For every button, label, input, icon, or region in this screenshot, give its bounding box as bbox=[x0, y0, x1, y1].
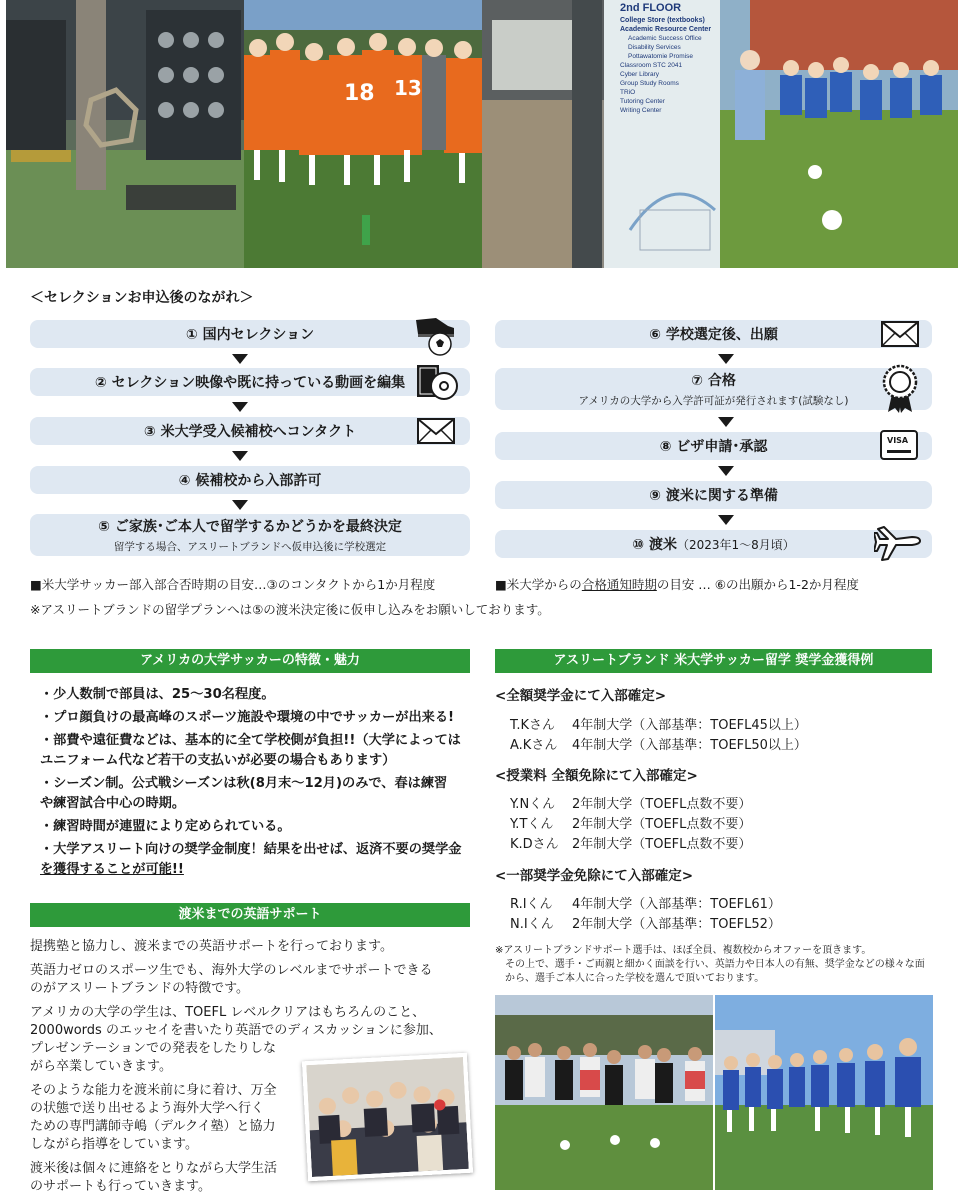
photo-mens-practice bbox=[495, 995, 713, 1190]
visa-card-label: VISA bbox=[887, 436, 909, 445]
sign-line: Writing Center bbox=[620, 107, 662, 114]
flow-arrow bbox=[232, 402, 248, 412]
flow-step-10 bbox=[495, 530, 932, 558]
scholarship-row bbox=[510, 913, 781, 932]
flow-arrow bbox=[232, 500, 248, 510]
flow-step-sublabel: 留学する場合、アスリートブランドへ仮申込後に学校選定 bbox=[113, 541, 387, 553]
flow-title: ＜セレクションお申込後のながれ＞ bbox=[30, 290, 254, 306]
student-name: K.Dさん bbox=[510, 837, 559, 852]
flow-step-label: ⑤ ご家族･ご本人で留学するかどうかを最終決定 bbox=[98, 519, 402, 535]
student-desc: 2年制大学（TOEFL点数不要） bbox=[572, 797, 752, 812]
student-desc: 2年制大学（入部基準：TOEFL52） bbox=[572, 917, 781, 932]
feature-item: ・練習時間が連盟により定められている。 bbox=[40, 819, 291, 834]
flow-note-right bbox=[495, 575, 859, 593]
flow-step-3 bbox=[30, 417, 470, 445]
sign-line: Disability Services bbox=[628, 44, 681, 51]
english-line: 提携塾と協力し、渡米までの英語サポートを行っております。 bbox=[30, 939, 393, 954]
scholarship-header: アスリートブランド 米大学サッカー留学 奨学金獲得例 bbox=[495, 649, 932, 673]
flow-step-label: ③ 米大学受入候補校へコンタクト bbox=[143, 424, 357, 440]
english-line: そのような能力を渡米前に身に着け、万全 bbox=[30, 1083, 277, 1098]
student-desc: 2年制大学（TOEFL点数不要） bbox=[572, 837, 752, 852]
flow-step-label: ⑥ 学校選定後、出願 bbox=[649, 327, 778, 343]
scholarship-group-title: <一部奨学金免除にて入部確定> bbox=[495, 868, 694, 884]
scholarship-group-title: <授業料 全額免除にて入部確定> bbox=[495, 768, 698, 784]
flow-note-right-pre: ■米大学からの bbox=[495, 577, 582, 592]
scholarship-note-line: から、選手ご本人に合った学校を選んで頂いております。 bbox=[505, 973, 765, 984]
soccer-cleat-ball-icon bbox=[414, 308, 458, 356]
scholarship-row bbox=[510, 793, 751, 812]
feature-item: ・大学アスリート向けの奨学金制度！結果を出せば、返済不要の奨学金 bbox=[40, 842, 462, 857]
feature-item-underlined: を獲得することが可能!! bbox=[40, 862, 184, 877]
sign-line: Pottawatomie Promise bbox=[628, 53, 694, 60]
student-name: T.Kさん bbox=[510, 718, 556, 733]
feature-item: ・プロ顔負けの最高峰のスポーツ施設や環境の中でサッカーが出来る! bbox=[40, 710, 455, 725]
features-list bbox=[40, 685, 480, 883]
flow-note-bottom: ※アスリートブランドの留学プランへは⑤の渡米決定後に仮申し込みをお願いしております。 bbox=[30, 602, 550, 617]
photo-soccer-huddle bbox=[244, 0, 482, 268]
student-name: R.Iくん bbox=[510, 897, 553, 912]
flow-step-6 bbox=[495, 320, 932, 348]
photo-gym bbox=[6, 0, 244, 268]
scholarship-row bbox=[510, 734, 807, 753]
feature-item-continued: や練習試合中心の時期。 bbox=[40, 796, 186, 811]
flow-step-7 bbox=[495, 368, 932, 410]
feature-item-line: ・部費や遠征費などは、基本的に全て学校側が負担!!（大学によっては bbox=[40, 733, 461, 748]
feature-item: ・少人数制で部員は、25～30名程度。 bbox=[40, 687, 275, 702]
flow-step-2 bbox=[30, 368, 470, 396]
scholarship-row bbox=[510, 893, 781, 912]
english-line: 渡米後は個々に連絡をとりながら大学生活 bbox=[30, 1161, 278, 1176]
student-name: Y.Nくん bbox=[510, 797, 556, 812]
award-medal-icon bbox=[880, 364, 920, 414]
flow-note-right-underlined: 合格通知時期 bbox=[581, 577, 657, 592]
photo-womens-team bbox=[720, 0, 958, 268]
scholarship-group-title: <全額奨学金にて入部確定> bbox=[495, 688, 667, 704]
student-desc: 4年制大学（入部基準：TOEFL45以上） bbox=[572, 718, 807, 733]
flow-arrow bbox=[232, 354, 248, 364]
scholarship-note bbox=[495, 944, 935, 986]
flow-step-sublabel: （2023年1～8月頃） bbox=[676, 537, 795, 552]
english-line: ための専門講師寺嶋（デルクイ塾）と協力 bbox=[30, 1119, 276, 1134]
flow-step-8 bbox=[495, 432, 932, 460]
video-disc-icon bbox=[414, 362, 458, 402]
flow-step-label: ④ 候補校から入部許可 bbox=[178, 473, 322, 489]
scholarship-row bbox=[510, 833, 751, 852]
sign-line: Classroom STC 2041 bbox=[620, 62, 683, 69]
photo-tutoring-group bbox=[302, 1053, 473, 1181]
english-line: プレゼンテーションでの発表をしたりしな bbox=[30, 1041, 276, 1056]
flow-arrow bbox=[718, 354, 734, 364]
feature-item-continued: ユニフォーム代など若干の支払いが必要の場合もあります） bbox=[40, 753, 396, 768]
flow-step-label: ⑨ 渡米に関する準備 bbox=[649, 488, 778, 504]
floor-map-graphic bbox=[620, 150, 720, 260]
english-line: しながら指導をしています。 bbox=[30, 1137, 198, 1152]
flow-step-label: ② セレクション映像や既に持っている動画を編集 bbox=[94, 375, 406, 391]
student-desc: 4年制大学（入部基準：TOEFL61） bbox=[572, 897, 781, 912]
building-directory-sign bbox=[610, 0, 720, 268]
english-support-header: 渡米までの英語サポート bbox=[30, 903, 470, 927]
sign-line: Group Study Rooms bbox=[620, 80, 679, 87]
flow-step-1 bbox=[30, 320, 470, 348]
visa-card-icon bbox=[880, 430, 918, 460]
photo-womens-lineup bbox=[715, 995, 933, 1190]
student-name: Y.Tくん bbox=[510, 817, 554, 832]
sign-line: TRiO bbox=[620, 89, 636, 96]
english-line: 2000words のエッセイを書いたり英語でのディスカッションに参加、 bbox=[30, 1023, 442, 1038]
english-line: のサポートも行っていきます。 bbox=[30, 1179, 211, 1194]
student-name: A.Kさん bbox=[510, 738, 558, 753]
english-line: のがアスリートブランドの特徴です。 bbox=[30, 981, 250, 996]
flow-step-label: ⑦ 合格 bbox=[691, 373, 736, 389]
scholarship-row bbox=[510, 813, 751, 832]
jersey-number: 18 bbox=[344, 81, 375, 106]
flow-arrow bbox=[232, 451, 248, 461]
scholarship-note-line: その上で、選手・ご両親と細かく面談を行い、英語力や日本人の有無、奨学金などの様々な面 bbox=[505, 959, 925, 970]
flow-step-9 bbox=[495, 481, 932, 509]
jersey-number: 13 bbox=[394, 76, 422, 100]
flow-step-label: ⑧ ビザ申請･承認 bbox=[659, 439, 768, 455]
airplane-icon bbox=[874, 521, 924, 563]
sign-floor-title: 2nd FLOOR bbox=[620, 2, 682, 14]
english-line: 英語力ゼロのスポーツ生でも、海外大学のレベルまでサポートできる bbox=[30, 963, 433, 978]
flow-step-4 bbox=[30, 466, 470, 494]
envelope-icon bbox=[416, 416, 456, 446]
feature-item: ・シーズン制。公式戦シーズンは秋(8月末～12月)のみで、春は練習 bbox=[40, 776, 448, 791]
feature-item-continued bbox=[40, 860, 480, 880]
english-line: がら卒業していきます。 bbox=[30, 1059, 172, 1074]
flow-step-5 bbox=[30, 514, 470, 556]
flow-note-left: ■米大学サッカー部入部合否時期の目安…③のコンタクトから1か月程度 bbox=[30, 577, 436, 592]
flow-note-right-post: の目安 … ⑥の出願から1-2か月程度 bbox=[656, 577, 859, 592]
sign-line: Academic Resource Center bbox=[620, 26, 712, 33]
scholarship-note-line: ※アスリートブランドサポート選手は、ほぼ全員、複数校からオファーを頂きます。 bbox=[495, 945, 872, 956]
envelope-icon bbox=[880, 319, 920, 349]
flow-arrow bbox=[718, 466, 734, 476]
feature-item bbox=[40, 731, 480, 751]
flow-arrow bbox=[718, 515, 734, 525]
flow-step-label: ① 国内セレクション bbox=[185, 327, 315, 343]
features-header: アメリカの大学サッカーの特徴・魅力 bbox=[30, 649, 470, 673]
scholarship-row bbox=[510, 714, 807, 733]
sign-line: Cyber Library bbox=[620, 71, 660, 78]
flow-step-sublabel: アメリカの大学から入学許可証が発行されます(試験なし) bbox=[578, 395, 849, 407]
sign-line: College Store (textbooks) bbox=[620, 17, 705, 24]
english-line: アメリカの大学の学生は、TOEFL レベルクリアはもちろんのこと、 bbox=[30, 1005, 426, 1020]
student-desc: 4年制大学（入部基準：TOEFL50以上） bbox=[572, 738, 807, 753]
student-name: N.Iくん bbox=[510, 917, 554, 932]
sign-line: Academic Success Office bbox=[628, 35, 702, 42]
student-desc: 2年制大学（TOEFL点数不要） bbox=[572, 817, 752, 832]
flow-arrow bbox=[718, 417, 734, 427]
english-line: の状態で送り出せるよう海外大学へ行く bbox=[30, 1101, 265, 1116]
flow-step-label: ⑩ 渡米 bbox=[632, 537, 677, 553]
sign-line: Tutoring Center bbox=[620, 98, 665, 105]
